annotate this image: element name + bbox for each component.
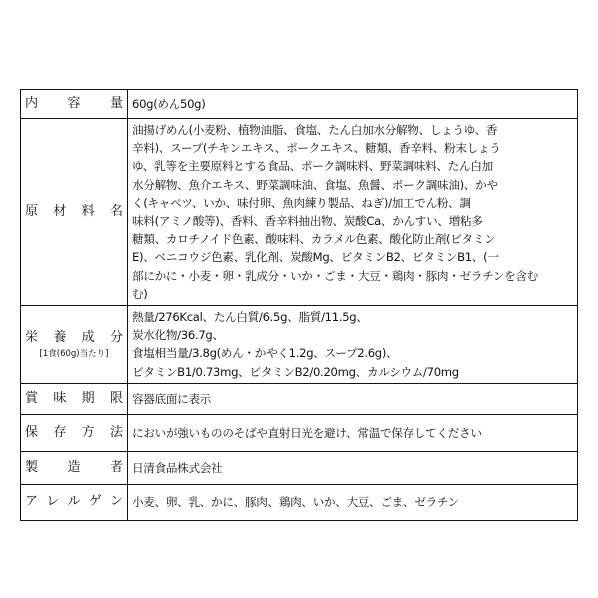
header-char: 存: [53, 424, 67, 440]
header-content-amount: [21, 90, 128, 119]
value-line: ビタミンB1/0.73mg、ビタミンB2/0.20mg、カルシウム/70mg: [132, 364, 459, 379]
value-line: 60g(めん50g): [132, 96, 206, 111]
header-best-before-chars: [25, 389, 123, 409]
header-storage: [21, 414, 128, 451]
value-allergens: [128, 484, 578, 520]
header-nutrition-serving: [1食(60g)当たり]: [39, 349, 109, 360]
header-char: 製: [25, 459, 39, 475]
row-content-amount: [21, 90, 578, 119]
header-char: 保: [25, 424, 39, 440]
value-line: 熱量/276Kcal、たん白質/6.5g、脂質/11.5g、: [132, 310, 368, 325]
header-nutrition-chars: [25, 328, 123, 348]
header-manufacturer: [21, 451, 128, 484]
value-line: く(キャベツ、いか、味付卵、魚肉練り製品、ねぎ)/加工でん粉、調: [132, 195, 471, 210]
value-line: 油揚げめん(小麦粉、植物油脂、食塩、たん白加水分解物、しょうゆ、香: [132, 123, 498, 137]
value-line: 辛料)、スープ(チキンエキス、ポークエキス、糖類、香辛料、粉末しょう: [132, 141, 501, 156]
value-ingredients: [128, 119, 578, 306]
header-char: 造: [67, 459, 81, 475]
value-line: 糖類、カロチノイド色素、酸味料、カラメル色素、酸化防止剤(ビタミン: [132, 232, 496, 247]
header-char: ン: [109, 494, 123, 510]
header-manufacturer-chars: [25, 458, 123, 478]
header-char: 法: [109, 424, 123, 440]
header-char: 成: [81, 330, 95, 346]
header-char: 期: [81, 390, 95, 406]
header-char: 容: [67, 96, 81, 111]
header-char: 材: [53, 204, 67, 220]
header-char: 方: [81, 424, 95, 440]
header-char: 量: [109, 96, 123, 111]
header-nutrition: [21, 306, 128, 384]
food-label-table: [20, 89, 578, 521]
value-nutrition: [128, 306, 578, 384]
value-best-before: [128, 383, 578, 414]
header-char: 原: [25, 204, 39, 220]
header-char: 賞: [25, 390, 39, 406]
header-ingredients-chars: [25, 202, 123, 222]
value-line: 小麦、卵、乳、かに、豚肉、鶏肉、いか、大豆、ごま、ゼラチン: [132, 495, 459, 510]
header-best-before: [21, 383, 128, 414]
row-storage: [21, 414, 578, 451]
header-char: 名: [109, 204, 123, 220]
header-char: 内: [25, 96, 39, 111]
header-char: ル: [67, 494, 81, 510]
value-line: 炭水化物/36.7g、: [132, 328, 224, 343]
header-char: 料: [81, 204, 95, 220]
value-line: においが強いもののそばや直射日光を避け、常温で保存してください: [132, 425, 482, 440]
header-ingredients: [21, 119, 128, 306]
header-char: 者: [109, 459, 123, 475]
header-char: レ: [46, 494, 60, 510]
row-manufacturer: [21, 451, 578, 484]
row-ingredients: [21, 119, 578, 306]
value-line: 日清食品株式会社: [132, 460, 223, 475]
header-char: 限: [109, 390, 123, 406]
value-line: ゆ、乳等を主要原料とする食品、ポーク調味料、野菜調味料、たん白加: [132, 159, 493, 174]
header-char: 養: [53, 330, 67, 346]
header-allergens: [21, 484, 128, 520]
value-content-amount: [128, 90, 578, 119]
header-char: 栄: [25, 330, 39, 346]
value-line: 部にかに・小麦・卵・乳成分・いか・ごま・大豆・鶏肉・豚肉・ゼラチンを含む: [132, 268, 538, 283]
row-best-before: [21, 383, 578, 414]
value-storage: [128, 414, 578, 451]
row-nutrition: [21, 306, 578, 384]
header-char: 味: [53, 390, 67, 406]
value-line: 食塩相当量/3.8g(めん・かやく1.2g、スープ2.6g)、: [132, 346, 398, 361]
header-content-amount-chars: [25, 94, 123, 114]
header-char: ア: [25, 494, 39, 510]
value-line: 水分解物、魚介エキス、野菜調味油、食塩、魚醤、ポーク調味油)、かや: [132, 177, 498, 192]
header-char: 分: [109, 330, 123, 346]
value-line: E)、ベニコウジ色素、乳化剤、炭酸Mg、ビタミンB2、ビタミンB1、(一: [132, 250, 499, 265]
header-char: ゲ: [88, 494, 102, 510]
header-storage-chars: [25, 423, 123, 443]
value-manufacturer: [128, 451, 578, 484]
header-allergens-chars: [25, 492, 123, 512]
value-line: 味料(アミノ酸等)、香料、香辛料抽出物、炭酸Ca、かんすい、増粘多: [132, 214, 483, 229]
value-line: む): [132, 286, 148, 301]
row-allergens: [21, 484, 578, 520]
value-line: 容器底面に表示: [132, 391, 212, 406]
